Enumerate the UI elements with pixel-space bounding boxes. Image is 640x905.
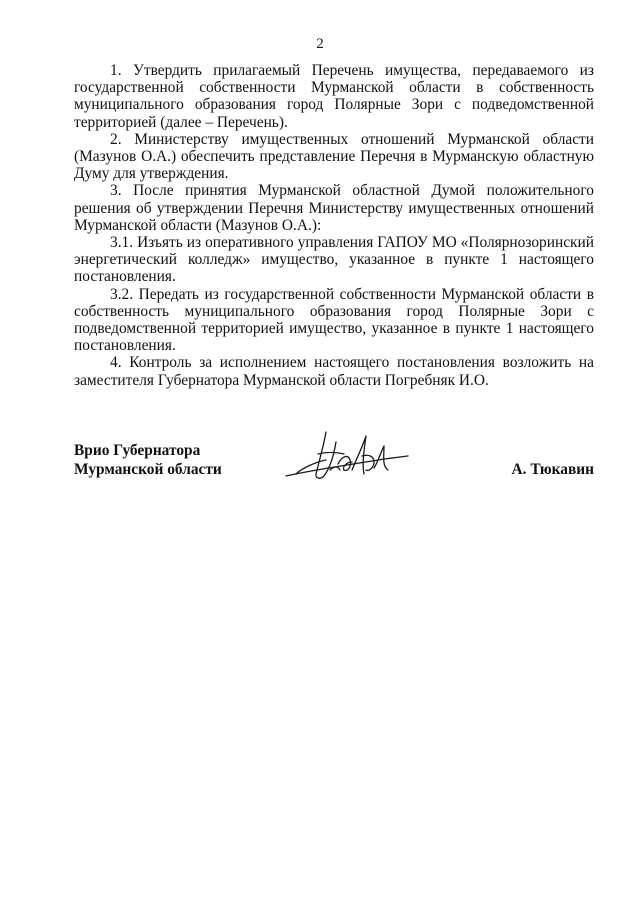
paragraph-3-1: 3.1. Изъять из оперативного управления ГАПОУ МО «Полярнозоринский энергетический колледж» имущество, указанное в пункте 1 настоящего постановления. [74,234,594,286]
paragraph-3-2: 3.2. Передать из государственной собственности Мурманской области в собственность муниципального образования город Полярные Зори с подведомственной территорией имущество, указанное в пункте 1 настоящего постановления. [74,285,594,355]
paragraph-1: 1. Утвердить прилагаемый Перечень имущества, передаваемого из государственной собственности Мурманской области в собственность муниципального образования город Полярные Зори с подведомственной территорией (далее – Перечень). [74,62,594,131]
paragraph-3: 3. После принятия Мурманской областной Думой положительного решения об утверждении Перечня Министерству имущественных отношений Мурманской области (Мазунов О.А.): [74,182,594,234]
signatory-title-line-1: Врио Губернатора [74,442,201,459]
page-number: 2 [316,36,324,52]
document-body [74,62,594,389]
paragraph-4: 4. Контроль за исполнением настоящего постановления возложить на заместителя Губернатора Мурманской области Погребняк И.О. [74,354,594,389]
signatory-title-line-2: Мурманской области [74,461,222,478]
handwritten-signature [282,424,412,490]
signatory-name: А. Тюкавин [511,461,594,478]
signatory-title [74,441,222,479]
paragraph-2: 2. Министерству имущественных отношений Мурманской области (Мазунов О.А.) обеспечить представление Перечня в Мурманскую областную Думу для утверждения. [74,130,594,183]
